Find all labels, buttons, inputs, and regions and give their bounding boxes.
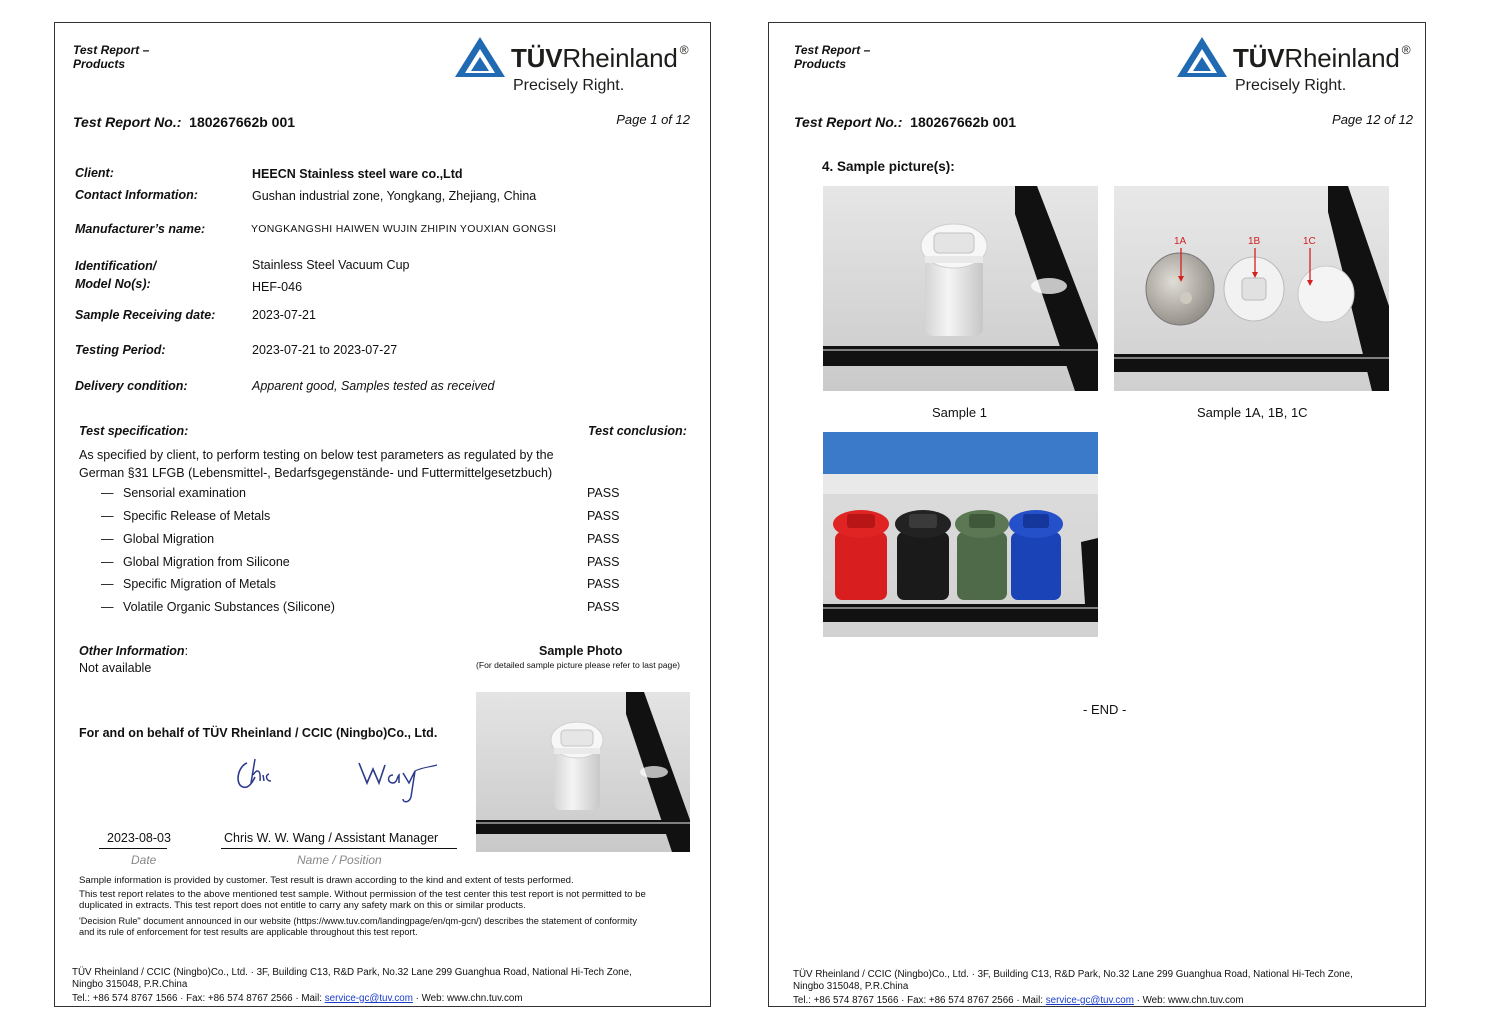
four-cups-photo [823, 432, 1098, 637]
behalf-statement: For and on behalf of TÜV Rheinland / CCIC (Ningbo)Co., Ltd. [79, 726, 438, 740]
report-type: Test Report – Products [794, 43, 871, 71]
tuv-triangle-icon [453, 35, 507, 81]
test-spec-text: As specified by client, to perform testing on below test parameters as regulated by the German §31 LFGB (Lebensmittel-, Bedarfsgegenstände- und Futtermittelgesetzbuch) [79, 448, 554, 480]
disclaimer-3: 'Decision Rule" document announced in our website (https://www.tuv.com/landingpage/en/qm-gcn/) describes the statement of conformity and its rule of enforcement for test results are applicable throughout this test report. [79, 916, 637, 937]
report-page-12 [768, 22, 1426, 1007]
page-number: Page 12 of 12 [1332, 112, 1413, 127]
receiving-date-label: Sample Receiving date: [75, 308, 216, 322]
test-item-row: — Sensorial examination PASS [101, 486, 620, 500]
name-line [221, 848, 457, 849]
tuv-logo [1175, 35, 1425, 107]
manufacturer-label: Manufacturer’s name: [75, 222, 206, 236]
client-label: Client: [75, 166, 114, 180]
sample-1abc-photo [1114, 186, 1389, 391]
brand-name: TÜVRheinland ® [1233, 43, 1411, 73]
label-1a: 1A [1174, 236, 1187, 247]
testing-period-label: Testing Period: [75, 343, 166, 357]
test-item-row: — Global Migration PASS [101, 532, 620, 546]
identification-label: Identification/ Model No(s): [75, 259, 157, 291]
client-value: HEECN Stainless steel ware co.,Ltd [252, 167, 463, 181]
contact-label: Contact Information: [75, 188, 198, 202]
label-1c: 1C [1303, 236, 1316, 247]
cup-parts-photo [1114, 186, 1389, 391]
brand-slogan: Precisely Right. [1235, 77, 1347, 94]
identification-value: Stainless Steel Vacuum Cup HEF-046 [252, 258, 410, 294]
page-footer: TÜV Rheinland / CCIC (Ningbo)Co., Ltd. · 3F, Building C13, R&D Park, No.32 Lane 299 Guanghua Road, National Hi-Tech Zone, Ningbo 315048, P.R.China Tel.: +86 574 8767 1566 · Fax: +86 574 8767 2566 · Mail: service-gc@tuv.com · Web: www.chn.tuv.com [793, 969, 1353, 1006]
white-cup-photo [476, 692, 690, 852]
report-type: Test Report – Products [73, 43, 150, 71]
email-link[interactable]: service-gc@tuv.com [324, 993, 413, 1004]
disclaimer-1: Sample information is provided by customer. Test result is drawn according to the kind and extent of tests performed. [79, 875, 574, 886]
white-cup-photo [823, 186, 1098, 391]
section-title: 4. Sample picture(s): [822, 159, 955, 174]
sample-photo [476, 692, 690, 852]
page-footer: TÜV Rheinland / CCIC (Ningbo)Co., Ltd. · 3F, Building C13, R&D Park, No.32 Lane 299 Guanghua Road, National Hi-Tech Zone, Ningbo 315048, P.R.China Tel.: +86 574 8767 1566 · Fax: +86 574 8767 2566 · Mail: service-gc@tuv.com · Web: www.chn.tuv.com [72, 967, 632, 1004]
receiving-date-value: 2023-07-21 [252, 308, 316, 322]
page-number: Page 1 of 12 [616, 112, 690, 127]
test-spec-label: Test specification: [79, 424, 189, 438]
sample-photo-title: Sample Photo [539, 644, 623, 658]
brand-slogan: Precisely Right. [513, 77, 625, 94]
test-item-row: — Specific Migration of Metals PASS [101, 577, 620, 591]
sample-1-photo [823, 186, 1098, 391]
delivery-label: Delivery condition: [75, 379, 188, 393]
name-caption: Name / Position [297, 853, 382, 867]
testing-period-value: 2023-07-21 to 2023-07-27 [252, 343, 398, 357]
caption-sample-1: Sample 1 [932, 405, 987, 420]
report-number: Test Report No.: 180267662b 001 [794, 114, 1017, 130]
email-link[interactable]: service-gc@tuv.com [1045, 995, 1134, 1006]
contact-value: Gushan industrial zone, Yongkang, Zhejiang, China [252, 189, 537, 203]
test-item-row: — Specific Release of Metals PASS [101, 509, 620, 523]
label-1b: 1B [1248, 236, 1261, 247]
date-line [99, 848, 167, 849]
signature-date: 2023-08-03 [107, 831, 171, 845]
sample-photo-note: (For detailed sample picture please refer to last page) [476, 660, 680, 670]
disclaimer-2: This test report relates to the above mentioned test sample. Without permission of the test center this test report is not permitted to be duplicated in extracts. This test report does not entitle to carry any safety mark on this or similar products. [79, 889, 646, 911]
date-caption: Date [131, 853, 157, 867]
report-page-1 [54, 22, 711, 1007]
test-item-row: — Global Migration from Silicone PASS [101, 555, 620, 569]
caption-sample-1abc: Sample 1A, 1B, 1C [1197, 405, 1308, 420]
signature-image [233, 753, 443, 809]
other-info-value: Not available [79, 661, 152, 675]
report-number: Test Report No.: 180267662b 001 [73, 114, 296, 130]
end-marker: - END - [1083, 702, 1127, 717]
brand-name: TÜVRheinland ® [511, 43, 689, 73]
test-conclusion-label: Test conclusion: [588, 424, 687, 438]
colored-cups-photo [823, 432, 1098, 637]
manufacturer-value: YONGKANGSHI HAIWEN WUJIN ZHIPIN YOUXIAN GONGSI [251, 223, 557, 235]
test-item-row: — Volatile Organic Substances (Silicone) PASS [101, 600, 620, 614]
tuv-logo [453, 35, 703, 107]
signer-name: Chris W. W. Wang / Assistant Manager [224, 831, 439, 845]
delivery-value: Apparent good, Samples tested as received [252, 379, 495, 393]
other-info-label: Other Information: [79, 644, 189, 658]
tuv-triangle-icon [1175, 35, 1229, 81]
